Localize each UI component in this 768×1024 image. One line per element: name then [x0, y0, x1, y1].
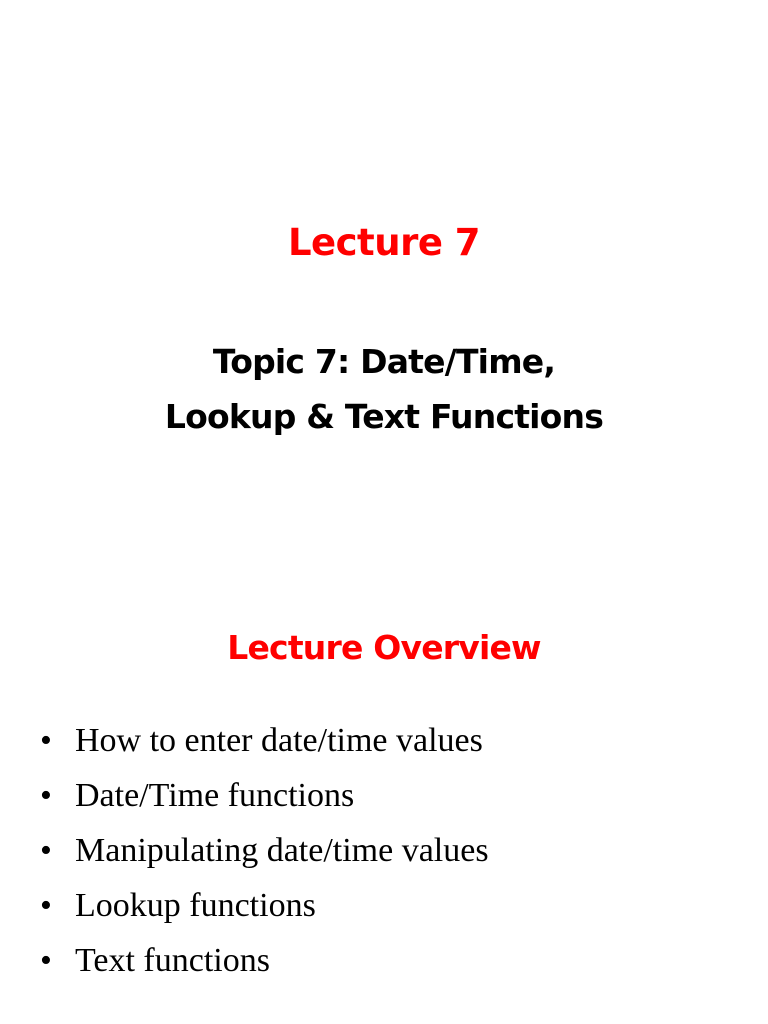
list-item-text: Lookup functions	[75, 887, 316, 924]
topic-title-line-1: Topic 7: Date/Time,	[212, 342, 556, 381]
topic-title	[0, 334, 768, 444]
overview-list	[40, 713, 740, 988]
list-item	[40, 878, 740, 933]
lecture-title: Lecture 7	[287, 221, 481, 264]
bullet-icon: •	[40, 832, 52, 869]
bullet-icon: •	[40, 777, 52, 814]
bullet-icon: •	[40, 722, 52, 759]
list-item-text: Date/Time functions	[75, 777, 355, 814]
list-item	[40, 713, 740, 768]
topic-title-line-2: Lookup & Text Functions	[164, 397, 604, 436]
list-item-text: How to enter date/time values	[75, 722, 483, 759]
list-item	[40, 768, 740, 823]
overview-heading: Lecture Overview	[227, 628, 541, 667]
bullet-icon: •	[40, 942, 52, 979]
list-item	[40, 933, 740, 988]
list-item	[40, 823, 740, 878]
list-item-text: Manipulating date/time values	[75, 832, 489, 869]
list-item-text: Text functions	[75, 942, 270, 979]
bullet-icon: •	[40, 887, 52, 924]
